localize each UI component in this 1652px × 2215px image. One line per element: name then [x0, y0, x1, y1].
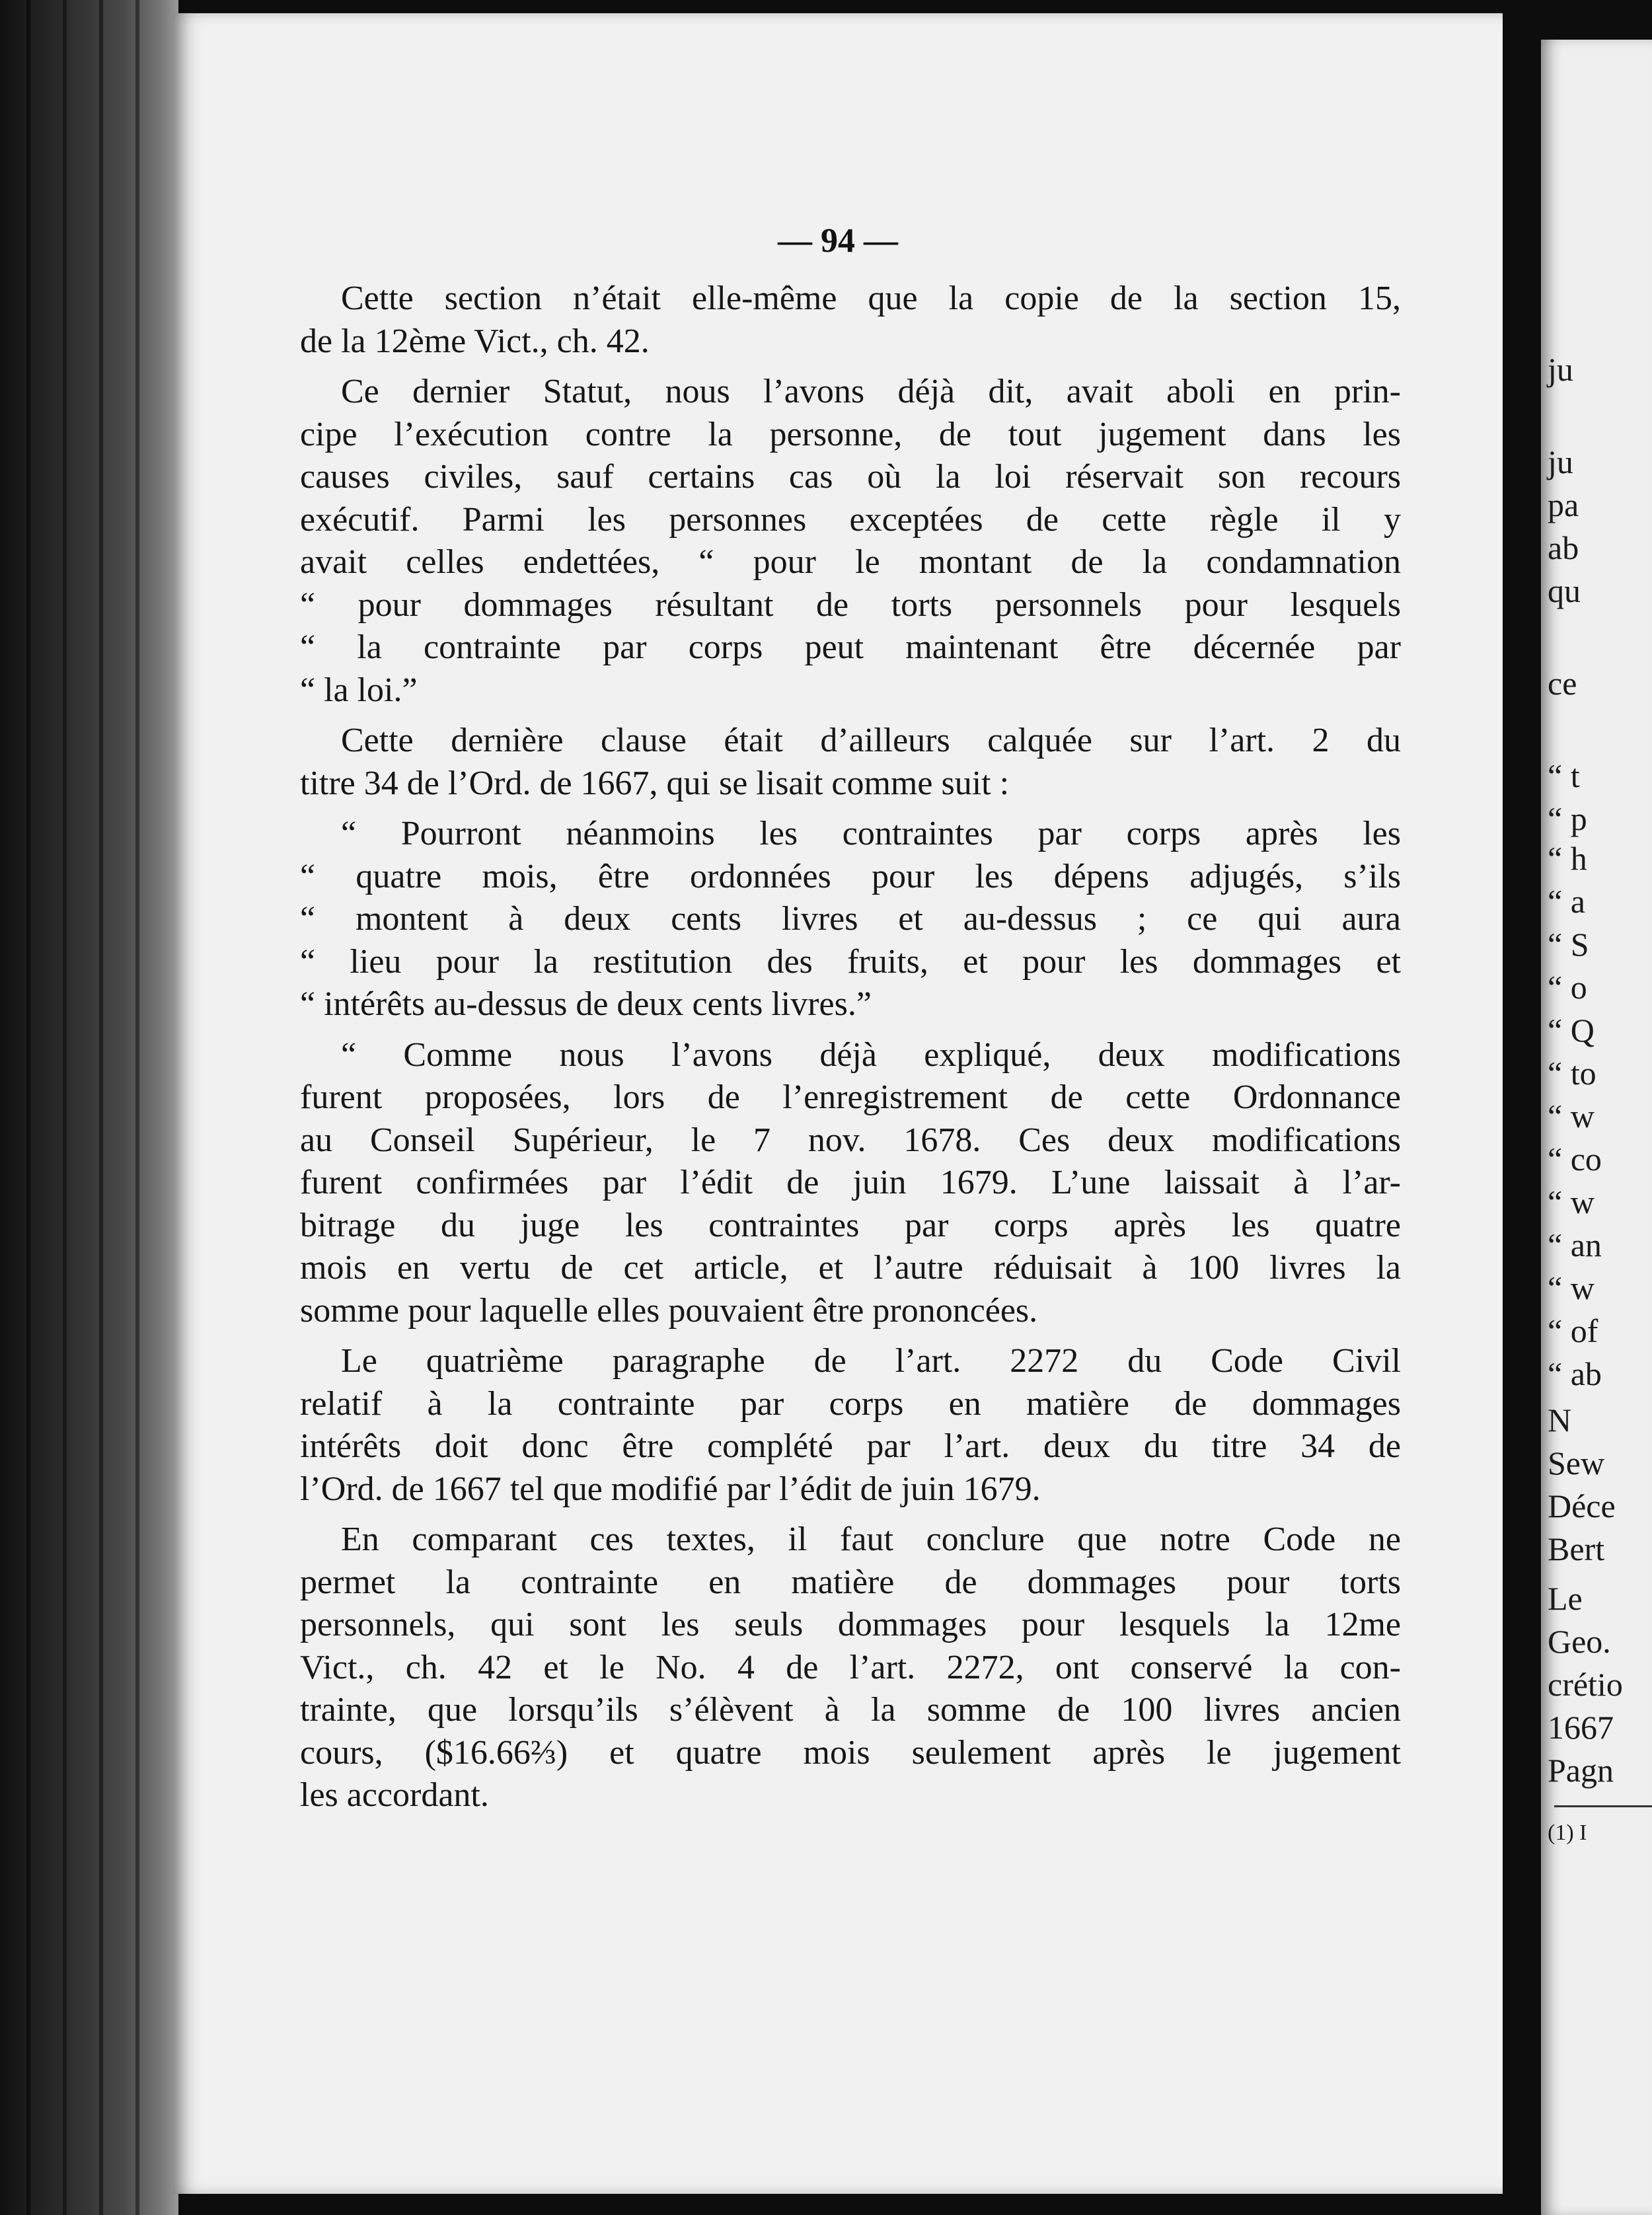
adjacent-text: “ w [1548, 1269, 1595, 1306]
text-line: “ quatre mois, être ordonnées pour les dépens adjugés, s’ils [300, 857, 1401, 895]
text-line: Le quatrième paragraphe de l’art. 2272 du Code Civil [341, 1342, 1401, 1380]
adjacent-page [1541, 40, 1652, 2215]
adjacent-text: “ t [1548, 757, 1580, 794]
footnote-rule [1554, 1805, 1652, 1807]
text-line: “ la contrainte par corps peut maintenant être décernée par [300, 628, 1401, 666]
adjacent-text: Geo. [1548, 1623, 1611, 1660]
text-line: cipe l’exécution contre la personne, de tout jugement dans les [300, 415, 1401, 453]
binding-stripe [26, 0, 30, 2215]
adjacent-text: pa [1548, 486, 1579, 523]
text-line: intérêts doit donc être complété par l’art. deux du titre 34 de [300, 1427, 1401, 1465]
adjacent-text: “ o [1548, 969, 1587, 1006]
text-line: trainte, que lorsqu’ils s’élèvent à la somme de 100 livres ancien [300, 1691, 1401, 1729]
adjacent-text: Sew [1548, 1445, 1605, 1482]
text-line: “ pour dommages résultant de torts personnels pour lesquels [300, 585, 1401, 624]
text-line: “ intérêts au-dessus de deux cents livres.” [300, 985, 872, 1023]
text-line: “ lieu pour la restitution des fruits, et pour les dommages et [300, 942, 1401, 981]
quotation-ordonnance [259, 813, 1401, 1026]
text-line: Ce dernier Statut, nous l’avons déjà dit, avait aboli en prin- [341, 373, 1401, 410]
adjacent-text: “ Q [1548, 1012, 1595, 1049]
text-line: “ montent à deux cents livres et au-dessus ; ce qui aura [300, 900, 1401, 938]
text-line: bitrage du juge les contraintes par corps après les quatre [300, 1206, 1401, 1244]
text-line: causes civiles, sauf certains cas où la loi réservait son recours [300, 458, 1401, 496]
paragraph-6 [259, 1340, 1401, 1511]
text-line: furent confirmées par l’édit de juin 1679. L’une laissait à l’ar- [300, 1164, 1401, 1201]
adjacent-text: “ ab [1548, 1355, 1602, 1392]
adjacent-text: ju [1548, 351, 1573, 388]
page-gutter [1503, 0, 1541, 2215]
adjacent-text: Pagn [1548, 1752, 1614, 1789]
text-line: titre 34 de l’Ord. de 1667, qui se lisait comme suit : [300, 764, 1010, 802]
adjacent-text: ab [1548, 529, 1579, 566]
adjacent-footnote: (1) I [1548, 1821, 1587, 1845]
text-line: relatif à la contrainte par corps en matière de dommages [300, 1384, 1401, 1423]
text-line: somme pour laquelle elles pouvaient être prononcées. [300, 1291, 1038, 1330]
binding-stripe [63, 0, 67, 2215]
text-line: “ la loi.” [300, 671, 418, 709]
adjacent-text: ju [1548, 443, 1573, 480]
text-line: Vict., ch. 42 et le No. 4 de l’art. 2272, ont conservé la con- [300, 1648, 1401, 1686]
paragraph-1 [259, 278, 1401, 363]
binding-stripe [135, 0, 139, 2215]
adjacent-text: “ co [1548, 1141, 1602, 1178]
paragraph-7 [259, 1519, 1401, 1817]
paragraph-5 [259, 1034, 1401, 1333]
text-line: Cette section n’était elle-même que la copie de la section 15, [341, 280, 1401, 317]
text-line: les accordant. [300, 1776, 489, 1814]
adjacent-text: Le [1548, 1580, 1583, 1617]
page-number: — 94 — [778, 222, 898, 260]
text-line: mois en vertu de cet article, et l’autre réduisait à 100 livres la [300, 1249, 1401, 1287]
adjacent-text: 1667 [1548, 1709, 1614, 1746]
text-line: Cette dernière clause était d’ailleurs calquée sur l’art. 2 du [341, 722, 1401, 759]
page-body [259, 278, 1401, 1825]
adjacent-text: qu [1548, 572, 1581, 609]
adjacent-text: “ to [1548, 1055, 1596, 1092]
adjacent-text: N [1548, 1402, 1572, 1439]
adjacent-text: “ a [1548, 883, 1585, 920]
text-line: avait celles endettées, “ pour le montant de la condamnation [300, 543, 1401, 581]
text-line: permet la contrainte en matière de dommages pour torts [300, 1563, 1401, 1601]
text-line: En comparant ces textes, il faut conclure que notre Code ne [341, 1520, 1401, 1558]
binding-stripe [99, 0, 103, 2215]
paragraph-2 [259, 371, 1401, 712]
adjacent-text: “ w [1548, 1183, 1595, 1220]
adjacent-text: Déce [1548, 1487, 1616, 1524]
adjacent-text: “ h [1548, 840, 1587, 877]
text-line: “ Pourront néanmoins les contraintes par corps après les [341, 815, 1401, 852]
text-line: “ Comme nous l’avons déjà expliqué, deux modifications [341, 1035, 1401, 1074]
adjacent-text: “ S [1548, 926, 1589, 963]
adjacent-text: “ p [1548, 800, 1587, 837]
paragraph-3 [259, 720, 1401, 805]
adjacent-text: crétio [1548, 1666, 1623, 1703]
adjacent-text: Bert [1548, 1530, 1605, 1567]
book-binding [0, 0, 178, 2215]
text-line: de la 12ème Vict., ch. 42. [300, 322, 650, 360]
text-line: exécutif. Parmi les personnes exceptées de cette règle il y [300, 500, 1401, 539]
adjacent-text: “ an [1548, 1226, 1602, 1263]
text-line: cours, ($16.66⅔) et quatre mois seulement après le jugement [300, 1733, 1401, 1772]
adjacent-text: “ of [1548, 1312, 1598, 1349]
text-line: personnels, qui sont les seuls dommages pour lesquels la 12me [300, 1606, 1401, 1643]
text-line: furent proposées, lors de l’enregistrement de cette Ordonnance [300, 1078, 1401, 1116]
text-line: au Conseil Supérieur, le 7 nov. 1678. Ces deux modifications [300, 1121, 1401, 1159]
text-line: l’Ord. de 1667 tel que modifié par l’édit de juin 1679. [300, 1470, 1041, 1508]
adjacent-text: ce [1548, 665, 1577, 702]
adjacent-text: “ w [1548, 1098, 1595, 1135]
